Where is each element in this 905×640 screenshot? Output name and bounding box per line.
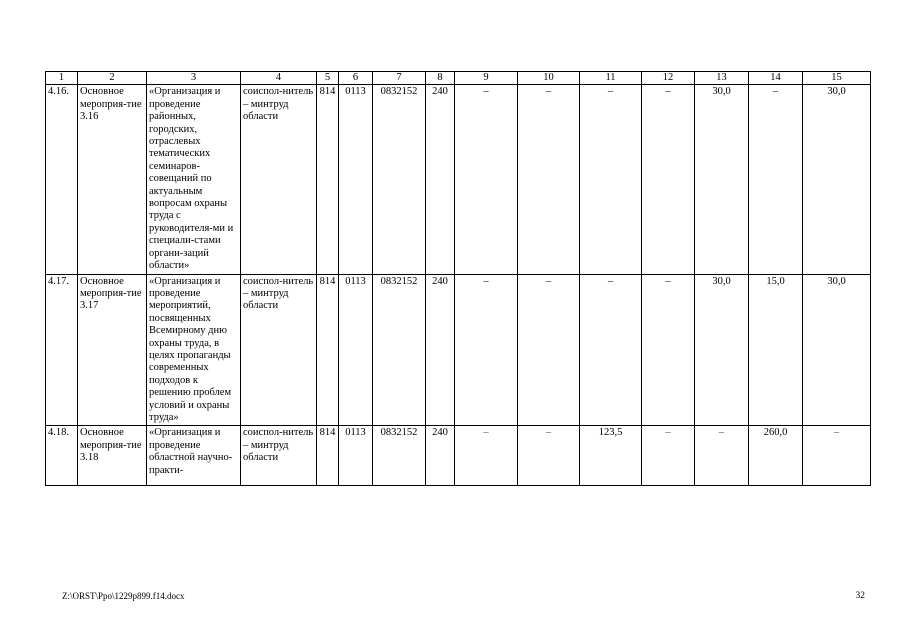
value-cell: –	[455, 426, 518, 486]
header-cell: 5	[317, 72, 339, 85]
header-cell: 11	[580, 72, 642, 85]
target-code: 0832152	[373, 274, 426, 426]
header-cell: 3	[147, 72, 241, 85]
header-cell: 10	[518, 72, 580, 85]
value-cell: –	[580, 274, 642, 426]
expense-code: 240	[426, 85, 455, 274]
value-cell: –	[695, 426, 749, 486]
header-cell: 1	[46, 72, 78, 85]
grbs-code: 814	[317, 426, 339, 486]
target-code: 0832152	[373, 426, 426, 486]
section-code: 0113	[339, 85, 373, 274]
column-number-header-row	[46, 72, 871, 85]
value-cell: 30,0	[803, 85, 871, 274]
value-cell: –	[580, 85, 642, 274]
header-cell: 7	[373, 72, 426, 85]
page-number: 32	[855, 591, 865, 601]
grbs-code: 814	[317, 274, 339, 426]
table-row	[46, 426, 871, 486]
value-cell: 30,0	[803, 274, 871, 426]
header-cell: 8	[426, 72, 455, 85]
section-code: 0113	[339, 426, 373, 486]
header-cell: 6	[339, 72, 373, 85]
value-cell: 123,5	[580, 426, 642, 486]
executor: соиспол-нитель – минтруд области	[241, 274, 317, 426]
value-cell: –	[642, 274, 695, 426]
header-cell: 14	[749, 72, 803, 85]
value-cell: –	[642, 85, 695, 274]
budget-table	[45, 71, 871, 486]
header-cell: 9	[455, 72, 518, 85]
event-label: Основное мероприя-тие 3.17	[78, 274, 147, 426]
value-cell: –	[803, 426, 871, 486]
value-cell: 30,0	[695, 85, 749, 274]
event-description: «Организация и проведение областной научно-практи-	[147, 426, 241, 486]
header-cell: 13	[695, 72, 749, 85]
expense-code: 240	[426, 274, 455, 426]
header-cell: 2	[78, 72, 147, 85]
value-cell: –	[749, 85, 803, 274]
row-number: 4.18.	[46, 426, 78, 486]
grbs-code: 814	[317, 85, 339, 274]
value-cell: 15,0	[749, 274, 803, 426]
executor: соиспол-нитель – минтруд области	[241, 85, 317, 274]
target-code: 0832152	[373, 85, 426, 274]
event-label: Основное мероприя-тие 3.16	[78, 85, 147, 274]
header-cell: 15	[803, 72, 871, 85]
row-number: 4.16.	[46, 85, 78, 274]
row-number: 4.17.	[46, 274, 78, 426]
value-cell: –	[518, 274, 580, 426]
value-cell: –	[518, 426, 580, 486]
header-cell: 12	[642, 72, 695, 85]
value-cell: 260,0	[749, 426, 803, 486]
value-cell: –	[455, 85, 518, 274]
header-cell: 4	[241, 72, 317, 85]
value-cell: –	[455, 274, 518, 426]
section-code: 0113	[339, 274, 373, 426]
value-cell: –	[642, 426, 695, 486]
value-cell: –	[518, 85, 580, 274]
table-row	[46, 85, 871, 274]
expense-code: 240	[426, 426, 455, 486]
event-label: Основное мероприя-тие 3.18	[78, 426, 147, 486]
executor: соиспол-нитель – минтруд области	[241, 426, 317, 486]
value-cell: 30,0	[695, 274, 749, 426]
file-path-footer: Z:\ORST\Ppo\1229p899.f14.docx	[62, 591, 185, 601]
table-row	[46, 274, 871, 426]
event-description: «Организация и проведение районных, городских, отраслевых тематических семинаров-совещаний по актуальным вопросам охраны труда с руководителя-ми и специали-стами органи-заций области»	[147, 85, 241, 274]
event-description: «Организация и проведение мероприятий, посвященных Всемирному дню охраны труда, в целях пропаганды современных подходов к решению проблем условий и охраны труда»	[147, 274, 241, 426]
